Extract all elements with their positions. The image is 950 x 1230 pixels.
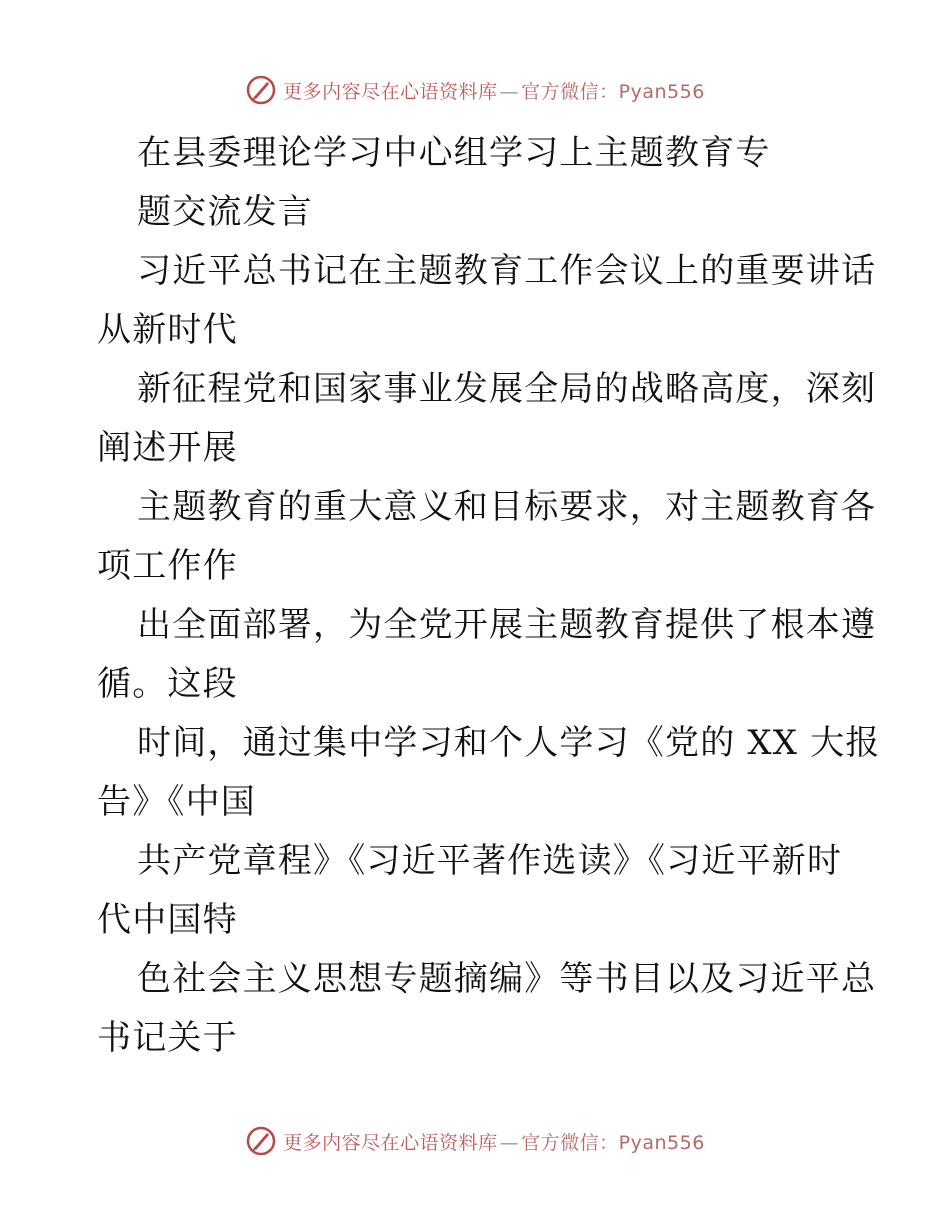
paragraph-line: 时间，通过集中学习和个人学习《党的 XX 大报 — [137, 723, 881, 763]
paragraph-line: 色社会主义思想专题摘编》等书目以及习近平总 — [137, 959, 877, 999]
banner-text — [283, 77, 705, 104]
banner-wechat-text: 官方微信：Pyan556 — [521, 1131, 705, 1154]
banner-dash: — — [499, 80, 520, 103]
paragraph-line: 书记关于 — [97, 1018, 238, 1058]
header-watermark-banner — [0, 70, 950, 110]
document-title-line-2: 题交流发言 — [137, 192, 313, 232]
paragraph-line: 告》《中国 — [97, 782, 256, 822]
quill-pen-logo-icon — [245, 1125, 277, 1157]
paragraph-line: 主题教育的重大意义和目标要求，对主题教育各 — [137, 487, 877, 527]
paragraph-line: 习近平总书记在主题教育工作会议上的重要讲话 — [137, 251, 877, 291]
paragraph-line: 新征程党和国家事业发展全局的战略高度，深刻 — [137, 369, 877, 409]
banner-site-text: 更多内容尽在心语资料库 — [283, 1131, 498, 1154]
paragraph-line: 从新时代 — [97, 310, 238, 350]
document-body — [97, 124, 881, 1068]
paragraph-line: 项工作作 — [97, 546, 238, 586]
footer-watermark-banner — [0, 1121, 950, 1161]
paragraph-line: 代中国特 — [97, 900, 238, 940]
paragraph-line: 共产党章程》《习近平著作选读》《习近平新时 — [137, 841, 843, 881]
document-title-line-1: 在县委理论学习中心组学习上主题教育专 — [137, 133, 771, 173]
quill-pen-logo-icon — [245, 74, 277, 106]
banner-dash: — — [499, 1131, 520, 1154]
paragraph-line: 循。这段 — [97, 664, 238, 704]
banner-site-text: 更多内容尽在心语资料库 — [283, 80, 498, 103]
paragraph-line: 阐述开展 — [97, 428, 238, 468]
paragraph-line: 出全面部署，为全党开展主题教育提供了根本遵 — [137, 605, 877, 645]
banner-text — [283, 1128, 705, 1155]
banner-wechat-text: 官方微信：Pyan556 — [521, 80, 705, 103]
